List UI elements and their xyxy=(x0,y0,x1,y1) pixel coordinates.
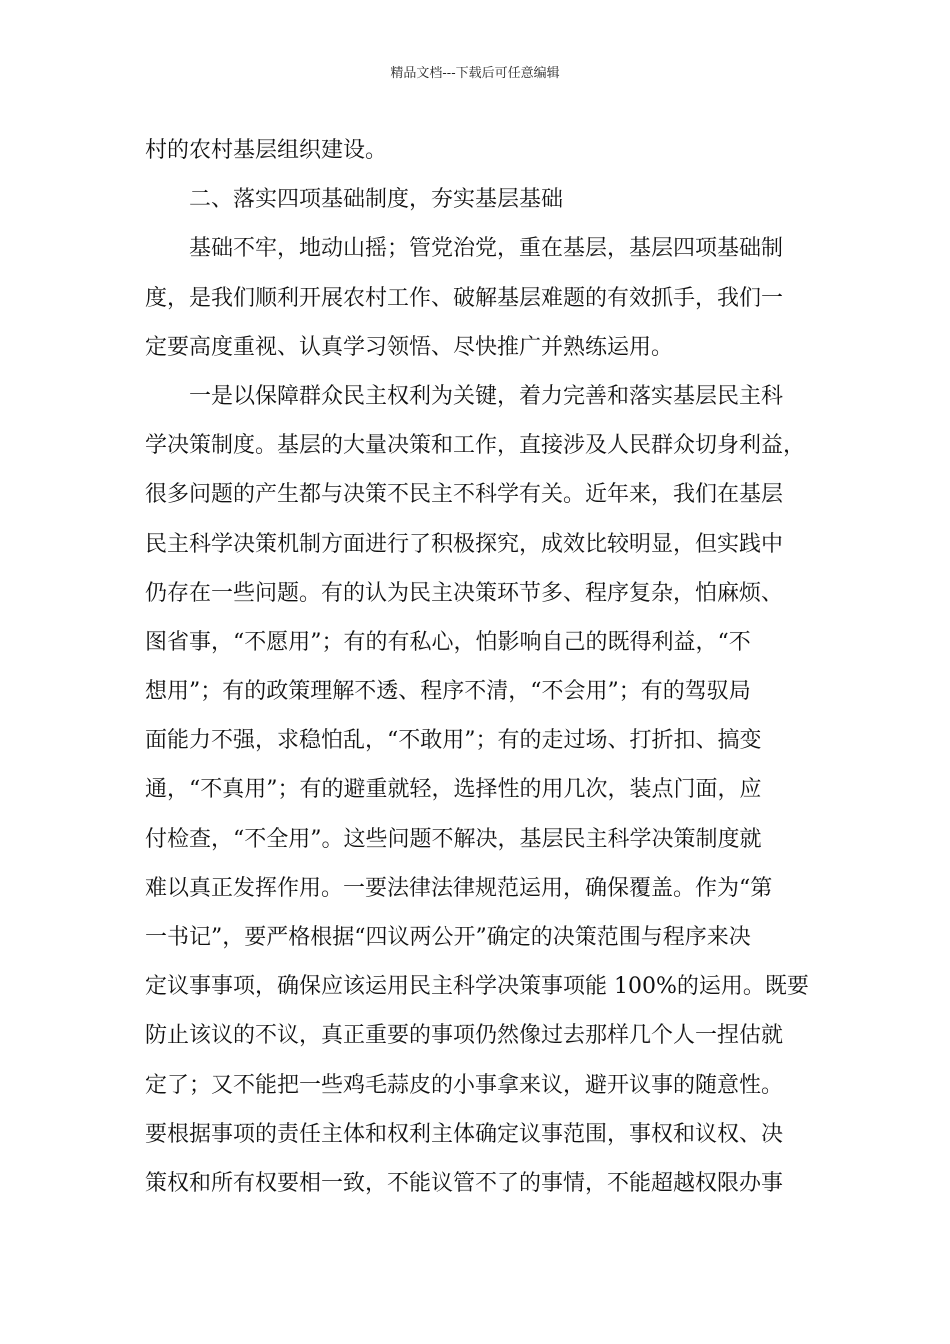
text-line: 要根据事项的责任主体和权利主体确定议事范围，事权和议权、决 xyxy=(145,1121,784,1147)
text-line: 度，是我们顺利开展农村工作、破解基层难题的有效抓手，我们一 xyxy=(145,285,784,311)
text-line: 很多问题的产生都与决策不民主不科学有关。近年来，我们在基层 xyxy=(145,482,784,508)
text-line: 面能力不强，求稳怕乱，“不敢用”；有的走过场、打折扣、搞变 xyxy=(145,728,762,754)
text-line: 一是以保障群众民主权利为关键，着力完善和落实基层民主科 xyxy=(189,383,784,409)
text-line: 图省事，“不愿用”；有的有私心，怕影响自己的既得利益，“不 xyxy=(145,629,751,655)
document-body xyxy=(145,126,815,1208)
section-heading: 二、落实四项基础制度，夯实基层基础 xyxy=(189,187,564,213)
text-line: 一书记”，要严格根据“四议两公开”确定的决策范围与程序来决 xyxy=(145,925,751,950)
text-line: 付检查，“不全用”。这些问题不解决，基层民主科学决策制度就 xyxy=(145,826,762,852)
text-line: 基础不牢，地动山摇；管党治党，重在基层，基层四项基础制 xyxy=(189,236,784,262)
text-line: 通，“不真用”；有的避重就轻，选择性的用几次，装点门面，应 xyxy=(145,777,762,803)
text-line: 策权和所有权要相一致，不能议管不了的事情，不能超越权限办事 xyxy=(145,1170,784,1196)
text-line: 定要高度重视、认真学习领悟、尽快推广并熟练运用。 xyxy=(145,334,674,360)
text-line: 想用”；有的政策理解不透、程序不清，“不会用”；有的驾驭局 xyxy=(145,679,751,705)
text-line: 防止该议的不议，真正重要的事项仍然像过去那样几个人一捏估就 xyxy=(145,1023,784,1049)
text-line: 学决策制度。基层的大量决策和工作，直接涉及人民群众切身利益， xyxy=(145,433,806,459)
text-line: 仍存在一些问题。有的认为民主决策环节多、程序复杂，怕麻烦、 xyxy=(145,580,784,606)
page-header: 精品文档---下载后可任意编辑 xyxy=(390,66,560,81)
text-line: 难以真正发挥作用。一要法律法律规范运用，确保覆盖。作为“第 xyxy=(145,875,773,901)
text-line: 村的农村基层组织建设。 xyxy=(145,138,388,163)
text-line: 定议事事项，确保应该运用民主科学决策事项能 100%的运用。既要 xyxy=(145,974,809,1000)
text-line: 定了；又不能把一些鸡毛蒜皮的小事拿来议，避开议事的随意性。 xyxy=(145,1072,784,1098)
text-line: 民主科学决策机制方面进行了积极探究，成效比较明显，但实践中 xyxy=(145,531,784,557)
